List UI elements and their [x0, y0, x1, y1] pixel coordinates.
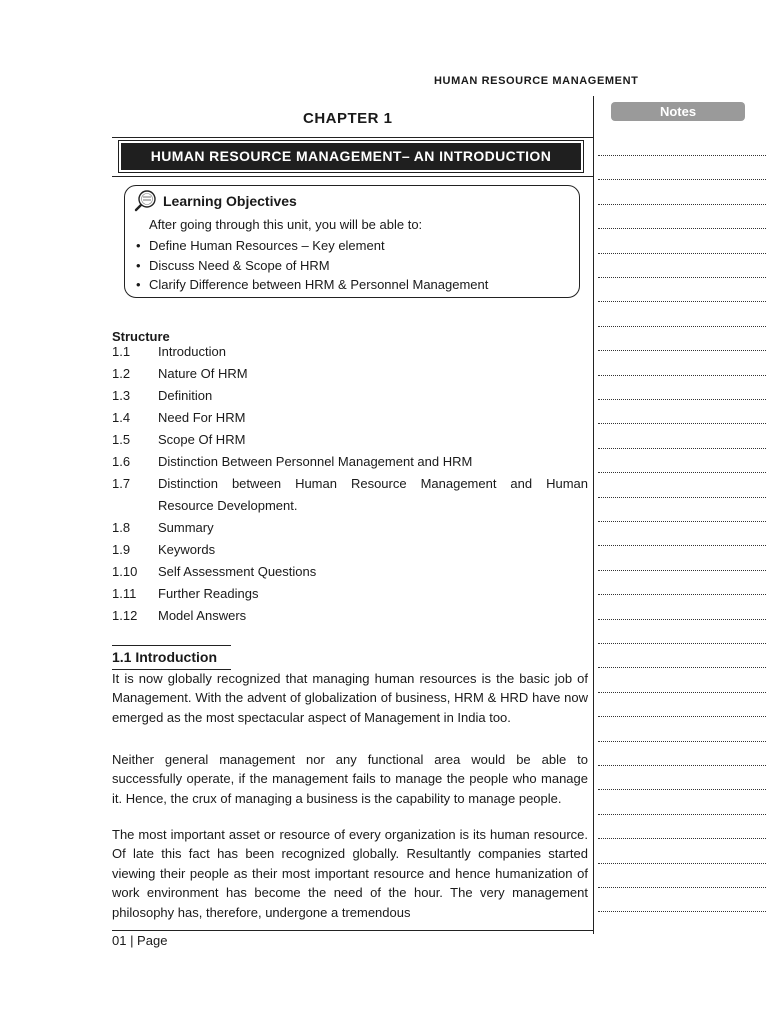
structure-heading: Structure [112, 329, 170, 344]
objectives-magnifier-icon [134, 190, 158, 212]
chapter-title-bar: HUMAN RESOURCE MANAGEMENT– AN INTRODUCTION [121, 143, 581, 170]
note-line [598, 911, 766, 912]
note-line [598, 204, 766, 205]
running-header: HUMAN RESOURCE MANAGEMENT [434, 75, 639, 87]
note-line [598, 570, 766, 571]
note-line [598, 155, 766, 156]
note-line [598, 253, 766, 254]
note-line [598, 863, 766, 864]
chapter-rule-bottom [112, 176, 593, 177]
objective-item: • Define Human Resources – Key element [136, 238, 385, 253]
chapter-label: CHAPTER 1 [303, 110, 393, 127]
note-line [598, 399, 766, 400]
note-line [598, 350, 766, 351]
note-line [598, 765, 766, 766]
note-line [598, 716, 766, 717]
note-line [598, 643, 766, 644]
note-line [598, 228, 766, 229]
note-line [598, 545, 766, 546]
note-line [598, 692, 766, 693]
note-line [598, 619, 766, 620]
paragraph: It is now globally recognized that managing human resources is the basic job of Management. With the advent of globalization of business, HRM & HRD have now emerged as the most spectacular aspect of Management in India too. [112, 671, 588, 725]
note-line [598, 301, 766, 302]
note-line [598, 497, 766, 498]
page-number: 01 | Page [112, 933, 168, 948]
footer-rule [112, 930, 593, 931]
chapter-rule [112, 137, 593, 138]
objective-item: • Discuss Need & Scope of HRM [136, 257, 330, 273]
objectives-heading: Learning Objectives [163, 193, 297, 209]
note-line [598, 789, 766, 790]
note-line [598, 667, 766, 668]
note-line [598, 423, 766, 424]
note-line [598, 594, 766, 595]
paragraph: Neither general management nor any functional area would be able to successfully operate, if the management fails to manage the people who manage it. Hence, the crux of managing a business is the capability to manage people. [112, 752, 588, 806]
paragraph: The most important asset or resource of every organization is its human resource. Of late this fact has been recognized globally. Resultantly companies started viewing their people as their most important resource and hence humanization of work environment has become the need of the hour. The very management philosophy has, therefore, undergone a tremendous [112, 827, 588, 920]
note-line [598, 448, 766, 449]
objective-item: • Clarify Difference between HRM & Personnel Management [136, 277, 489, 292]
objectives-intro: After going through this unit, you will be able to: [149, 217, 423, 232]
notes-badge: Notes [611, 102, 745, 121]
notes-divider [593, 96, 594, 934]
note-line [598, 179, 766, 180]
note-line [598, 838, 766, 839]
note-line [598, 741, 766, 742]
note-line [598, 814, 766, 815]
objectives-list [136, 236, 488, 295]
note-line [598, 375, 766, 376]
section-heading: 1.1 Introduction [112, 649, 217, 665]
note-line [598, 887, 766, 888]
section-rule-top [112, 645, 231, 646]
note-line [598, 277, 766, 278]
note-line [598, 326, 766, 327]
note-line [598, 521, 766, 522]
note-line [598, 472, 766, 473]
